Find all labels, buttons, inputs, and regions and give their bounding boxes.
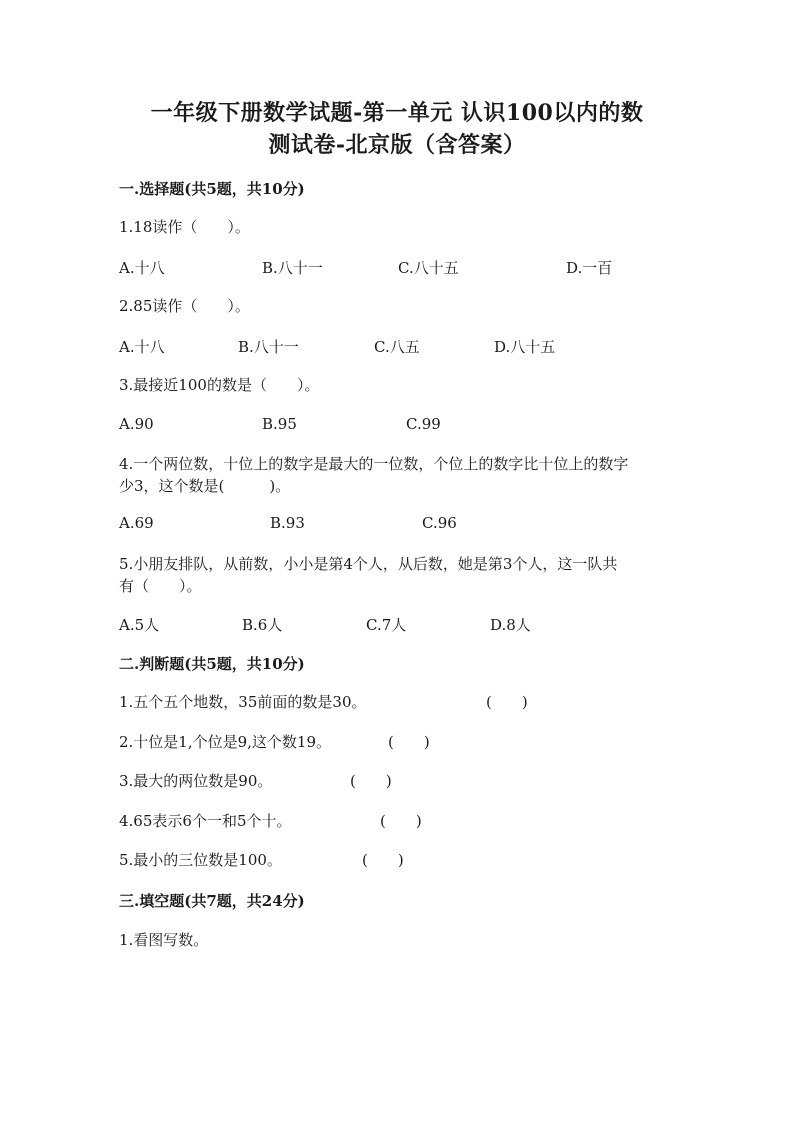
option-c: C.八五 <box>374 338 420 356</box>
judge-question: 1.五个五个地数，35前面的数是30。 <box>119 693 367 711</box>
option-b: B.95 <box>262 415 297 433</box>
option-b: B.93 <box>270 514 305 532</box>
question-text-line1: 5.小朋友排队，从前数，小小是第4个人，从后数，她是第3个人，这一队共 <box>119 555 618 573</box>
answer-blank: ( ) <box>388 733 430 751</box>
option-d: D.八十五 <box>494 338 556 356</box>
question-text-line2: 有（ ）。 <box>119 577 202 595</box>
judge-question: 5.最小的三位数是100。 <box>119 851 282 869</box>
fill-question: 1.看图写数。 <box>119 931 209 949</box>
answer-blank: ( ) <box>486 693 528 711</box>
option-c: C.96 <box>422 514 457 532</box>
question-text: 1.18读作（ ）。 <box>119 218 250 236</box>
question-text-line1: 4.一个两位数，十位上的数字是最大的一位数，个位上的数字比十位上的数字 <box>119 455 629 473</box>
option-b: B.八十一 <box>238 338 299 356</box>
option-d: D.一百 <box>566 259 613 277</box>
question-text: 3.最接近100的数是（ ）。 <box>119 376 320 394</box>
answer-blank: ( ) <box>380 812 422 830</box>
option-a: A.5人 <box>119 616 160 634</box>
option-a: A.69 <box>119 514 154 532</box>
answer-blank: ( ) <box>350 772 392 790</box>
page-title-line2: 测试卷-北京版（含答案） <box>268 132 526 158</box>
option-a: A.90 <box>119 415 154 433</box>
question-text-line2: 少3，这个数是( )。 <box>119 477 291 495</box>
judge-question: 4.65表示6个一和5个十。 <box>119 812 292 830</box>
option-c: C.八十五 <box>398 259 459 277</box>
section-heading-judge: 二.判断题(共5题，共10分) <box>119 655 305 673</box>
section-heading-fill: 三.填空题(共7题，共24分) <box>119 892 305 910</box>
judge-question: 2.十位是1,个位是9,这个数19。 <box>119 733 332 751</box>
option-b: B.八十一 <box>262 259 323 277</box>
page-title-line1: 一年级下册数学试题-第一单元 认识100以内的数 <box>150 100 644 126</box>
option-c: C.99 <box>406 415 441 433</box>
answer-blank: ( ) <box>362 851 404 869</box>
judge-question: 3.最大的两位数是90。 <box>119 772 273 790</box>
question-text: 2.85读作（ ）。 <box>119 297 250 315</box>
section-heading-choice: 一.选择题(共5题，共10分) <box>119 180 305 198</box>
option-d: D.8人 <box>490 616 531 634</box>
option-a: A.十八 <box>119 338 165 356</box>
option-a: A.十八 <box>119 259 165 277</box>
option-b: B.6人 <box>242 616 283 634</box>
option-c: C.7人 <box>366 616 407 634</box>
